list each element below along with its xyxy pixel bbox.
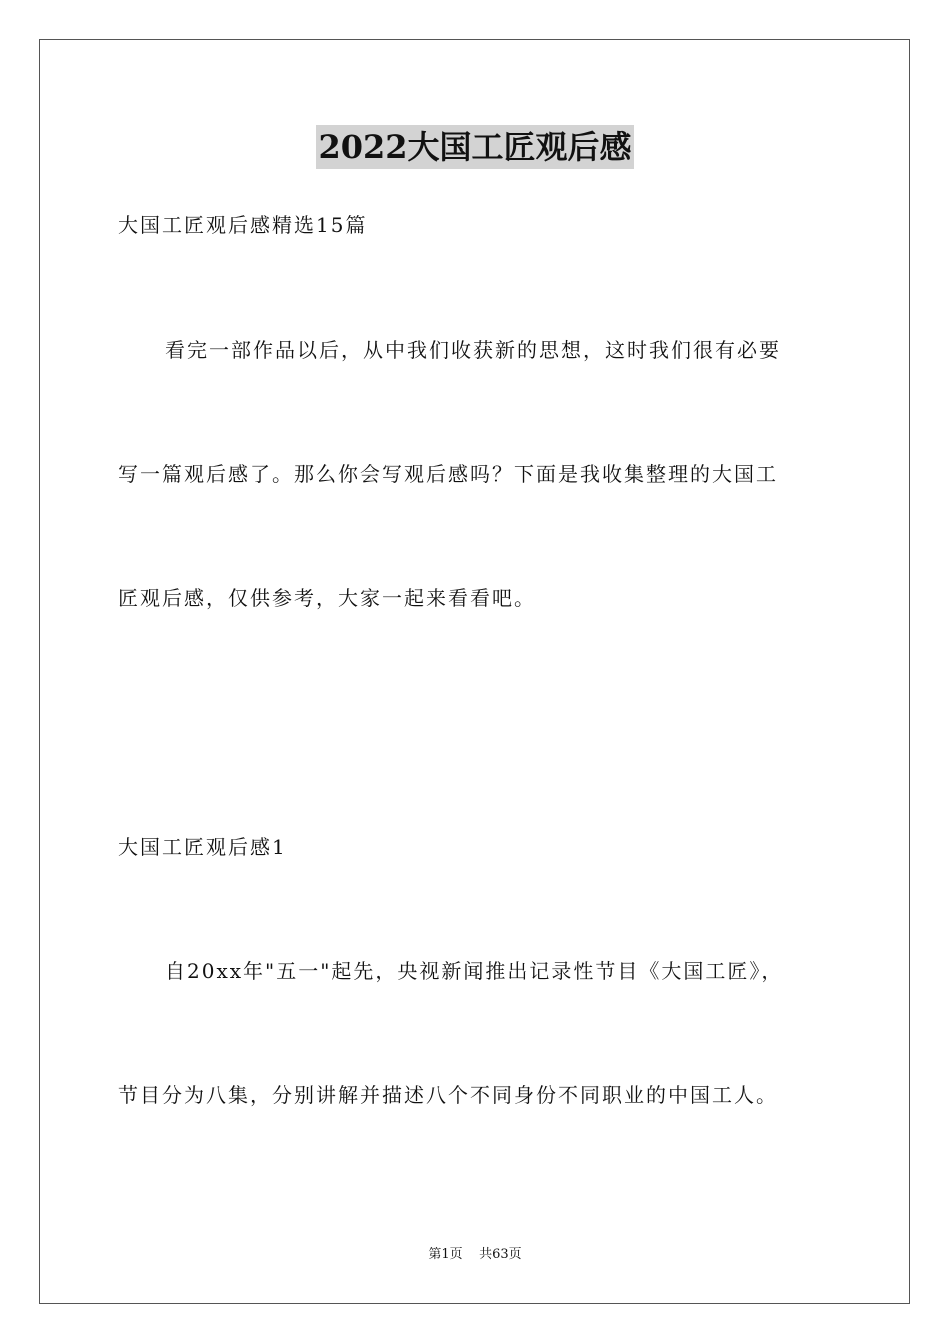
page-number: 第1页 [428,1247,463,1262]
intro-line-2: 写一篇观后感了。那么你会写观后感吗？下面是我收集整理的大国工 [118,462,778,486]
intro-line-1: 看完一部作品以后，从中我们收获新的思想，这时我们很有必要 [165,338,781,362]
section-heading: 大国工匠观后感1 [118,835,287,859]
section-line-2: 节目分为八集，分别讲解并描述八个不同身份不同职业的中国工人。 [118,1083,778,1107]
document-subtitle: 大国工匠观后感精选15篇 [118,213,368,237]
document-title: 2022大国工匠观后感 [316,125,633,169]
title-container [0,125,950,169]
total-pages: 共63页 [479,1247,522,1262]
intro-line-3: 匠观后感，仅供参考，大家一起来看看吧。 [118,586,536,610]
page-footer [0,1246,950,1264]
section-line-1: 自20xx年"五一"起先，央视新闻推出记录性节目《大国工匠》， [165,959,784,983]
